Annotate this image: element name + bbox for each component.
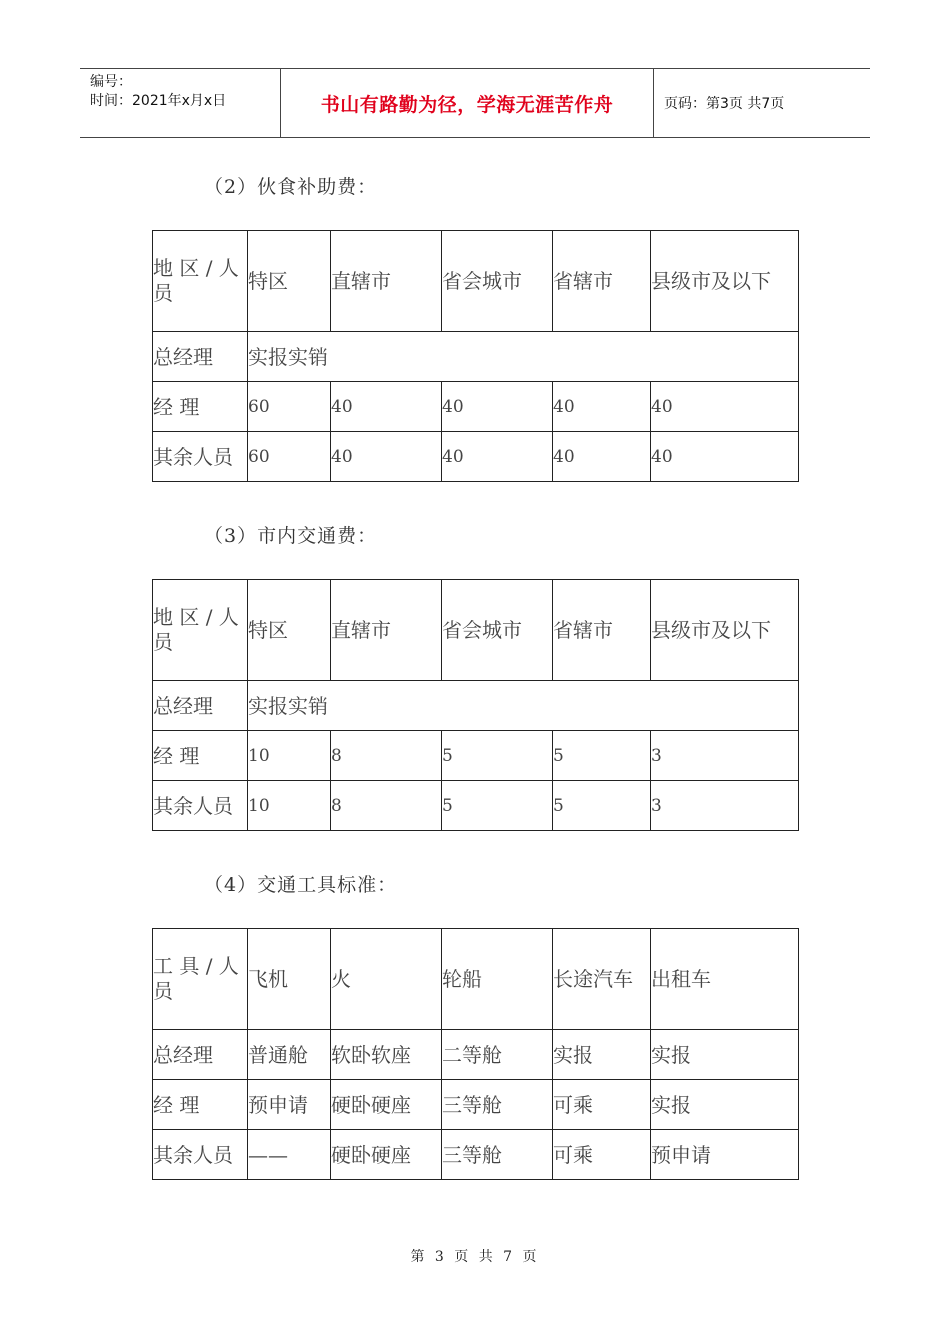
transport-standards-table [152,928,799,1180]
table-header-cell: 省会城市 [442,580,553,681]
table-cell: 10 [248,731,331,781]
table-header-cell: 轮船 [442,929,553,1030]
table-cell: 实报 [651,1080,799,1130]
table-cell: 10 [248,781,331,831]
row-label: 其余人员 [153,781,248,831]
table-row [153,1030,799,1080]
table-header-cell: 特区 [248,580,331,681]
table-cell: 40 [331,382,442,432]
table-header-cell: 长途汽车 [553,929,651,1030]
table-cell: 3 [651,781,799,831]
row-label: 经 理 [153,1080,248,1130]
table-cell: 预申请 [248,1080,331,1130]
table-row [153,731,799,781]
table-corner-header: 工 具 / 人员 [153,929,248,1030]
header-meta [80,69,281,137]
table-cell: —— [248,1130,331,1180]
table-cell: 三等舱 [442,1080,553,1130]
table-header-cell: 出租车 [651,929,799,1030]
section-title-transport-standards: （4）交通工具标准： [204,874,398,896]
table-cell: 硬卧硬座 [331,1130,442,1180]
table-header-cell: 直辖市 [331,231,442,332]
table-cell: 40 [553,432,651,482]
table-cell: 60 [248,432,331,482]
table-cell: 可乘 [553,1080,651,1130]
table-cell: 5 [442,781,553,831]
table-cell: 硬卧硬座 [331,1080,442,1130]
section-title-meal-allowance: （2）伙食补助费： [204,176,378,198]
table-cell: 40 [651,432,799,482]
table-header-cell: 县级市及以下 [651,580,799,681]
table-cell: 3 [651,731,799,781]
table-header-row [153,231,799,332]
table-cell: 软卧软座 [331,1030,442,1080]
row-label: 总经理 [153,1030,248,1080]
table-cell: 40 [442,382,553,432]
table-header-cell: 省辖市 [553,580,651,681]
table-cell: 普通舱 [248,1030,331,1080]
table-header-cell: 特区 [248,231,331,332]
page-header [80,68,870,138]
table-row [153,382,799,432]
table-cell: 8 [331,731,442,781]
merged-cell: 实报实销 [248,681,799,731]
table-header-cell: 省会城市 [442,231,553,332]
table-cell: 8 [331,781,442,831]
table-cell: 实报 [651,1030,799,1080]
table-row [153,1080,799,1130]
table-cell: 实报 [553,1030,651,1080]
table-corner-header: 地 区 / 人员 [153,580,248,681]
meal-allowance-table [152,230,799,482]
row-label: 其余人员 [153,1130,248,1180]
table-row [153,781,799,831]
header-page-number: 页码：第3页 共7页 [664,96,785,112]
section-title-local-transport: （3）市内交通费： [204,525,378,547]
table-corner-header: 地 区 / 人员 [153,231,248,332]
row-label: 经 理 [153,731,248,781]
table-row [153,432,799,482]
table-header-cell: 直辖市 [331,580,442,681]
document-number: 编号： [90,74,132,90]
local-transport-table [152,579,799,831]
table-cell: 二等舱 [442,1030,553,1080]
table-header-cell: 飞机 [248,929,331,1030]
table-cell: 可乘 [553,1130,651,1180]
merged-cell: 实报实销 [248,332,799,382]
table-header-cell: 县级市及以下 [651,231,799,332]
table-cell: 60 [248,382,331,432]
table-cell: 三等舱 [442,1130,553,1180]
table-header-cell: 火 [331,929,442,1030]
page-footer: 第 3 页 共 7 页 [410,1249,540,1265]
row-label: 总经理 [153,681,248,731]
table-cell: 5 [442,731,553,781]
table-header-row [153,929,799,1030]
table-cell: 预申请 [651,1130,799,1180]
row-label: 经 理 [153,382,248,432]
table-cell: 40 [331,432,442,482]
table-row [153,1130,799,1180]
table-header-cell: 省辖市 [553,231,651,332]
document-date: 时间：2021年x月x日 [90,93,227,109]
table-cell: 40 [553,382,651,432]
table-cell: 5 [553,731,651,781]
table-row [153,681,799,731]
header-motto: 书山有路勤为径，学海无涯苦作舟 [281,69,654,137]
table-cell: 40 [651,382,799,432]
table-cell: 40 [442,432,553,482]
row-label: 总经理 [153,332,248,382]
row-label: 其余人员 [153,432,248,482]
table-cell: 5 [553,781,651,831]
table-row [153,332,799,382]
table-header-row [153,580,799,681]
